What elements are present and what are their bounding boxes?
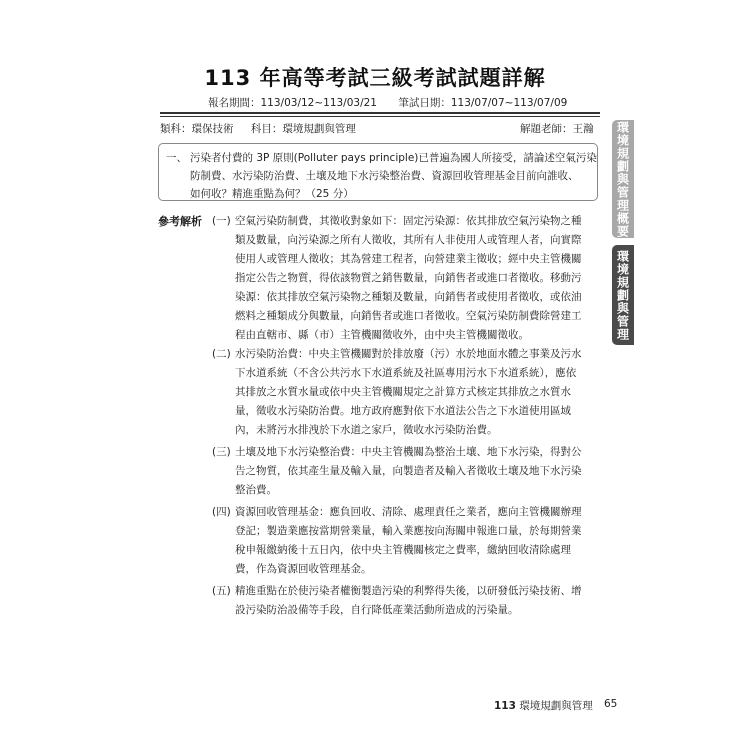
answer-line: 下水道系統（不含公共污水下水道系統及社區專用污水下水道系統），應依 bbox=[235, 367, 577, 379]
category-label: 類科：環保技術 bbox=[160, 123, 234, 135]
side-tab-overview: 環境規劃與管理概要 bbox=[612, 120, 634, 238]
question-line: 防制費、水污染防治費、土壤及地下水污染整治費、資源回收管理基金目前向誰收、 bbox=[190, 170, 579, 182]
answer-line: 染源：依其排放空氣污染物之種類及數量，向銷售者或使用者徵收，或依油 bbox=[235, 291, 582, 303]
answer-line: 整治費。 bbox=[235, 484, 277, 496]
side-tab-current-chapter: 環境規劃與管理 bbox=[612, 245, 634, 345]
answer-label: 參考解析 bbox=[158, 215, 202, 228]
answer-line: 指定公告之物質，得依該物質之銷售數量，向銷售者或進口者徵收。移動污 bbox=[235, 272, 582, 284]
answer-item-number: (一) bbox=[212, 215, 231, 227]
footer-subject: 環境規劃與管理 bbox=[519, 700, 593, 712]
answer-item-number: (五) bbox=[212, 585, 231, 597]
answer-line: 使用人或管理人徵收；其為營建工程者，向營建業主徵收；經中央主管機關 bbox=[235, 253, 582, 265]
question-line: 如何收？精進重點為何？（25 分） bbox=[190, 188, 354, 200]
footer-year: 113 bbox=[494, 700, 516, 712]
answer-item-number: (二) bbox=[212, 348, 231, 360]
answer-line: 內，未將污水排洩於下水道之家戶，徵收水污染防治費。 bbox=[235, 424, 498, 436]
answer-line: 土壤及地下水污染整治費：中央主管機關為整治土壤、地下水污染，得對公 bbox=[235, 446, 582, 458]
answer-item-number: (四) bbox=[212, 506, 231, 518]
answer-line: 燃料之種類成分與數量，向銷售者或進口者徵收。空氣污染防制費除營建工 bbox=[235, 310, 582, 322]
answer-line: 類及數量，向污染源之所有人徵收，其所有人非使用人或管理人者，向實際 bbox=[235, 234, 582, 246]
answer-line: 其排放之水質水量或依中央主管機關規定之計算方式核定其排放之水質水 bbox=[235, 386, 571, 398]
answer-line: 告之物質，依其產生量及輸入量，向製造者及輸入者徵收土壤及地下水污染 bbox=[235, 465, 582, 477]
answer-line: 量，徵收水污染防治費。地方政府應對依下水道法公告之下水道使用區域 bbox=[235, 405, 571, 417]
exam-schedule bbox=[208, 95, 585, 110]
header-divider-thin bbox=[160, 116, 600, 117]
answer-item-number: (三) bbox=[212, 446, 231, 458]
registration-period: 報名期間：113/03/12~113/03/21 bbox=[208, 97, 377, 109]
exam-date: 筆試日期：113/07/07~113/07/09 bbox=[398, 97, 568, 109]
answer-line: 程由直轄市、縣（市）主管機關徵收外，由中央主管機關徵收。 bbox=[235, 329, 529, 341]
answer-line: 稅申報繳納後十五日內，依中央主管機關核定之費率，繳納回收清除處理 bbox=[235, 544, 571, 556]
answer-line: 空氣污染防制費，其徵收對象如下：固定污染源：依其排放空氣污染物之種 bbox=[235, 215, 582, 227]
header-divider bbox=[160, 112, 600, 114]
answer-line: 登記；製造業應按當期營業量，輸入業應按向海關申報進口量，於每期營業 bbox=[235, 525, 582, 537]
answer-line: 費，作為資源回收管理基金。 bbox=[235, 563, 372, 575]
answer-line: 資源回收管理基金：應負回收、清除、處理責任之業者，應向主管機關辦理 bbox=[235, 506, 582, 518]
running-footer bbox=[494, 698, 593, 713]
question-number: 一、 bbox=[166, 152, 187, 164]
answer-line: 水污染防治費：中央主管機關對於排放廢（污）水於地面水體之事業及污水 bbox=[235, 348, 582, 360]
answer-line: 設污染防治設備等手段，自行降低產業活動所造成的污染量。 bbox=[235, 604, 519, 616]
page-title: 113 年高等考試三級考試試題詳解 bbox=[204, 66, 546, 90]
teacher-label: 解題老師：王瀚 bbox=[520, 123, 594, 135]
question-line: 污染者付費的 3P 原則(Polluter pays principle)已普遍為國人所接受，請論述空氣污染 bbox=[190, 152, 597, 164]
answer-line: 精進重點在於使污染者權衡製造污染的利弊得失後，以研發低污染技術、增 bbox=[235, 585, 582, 597]
page-number: 65 bbox=[604, 698, 618, 710]
subject-label: 科目：環境規劃與管理 bbox=[250, 123, 356, 135]
exam-meta bbox=[160, 121, 370, 136]
